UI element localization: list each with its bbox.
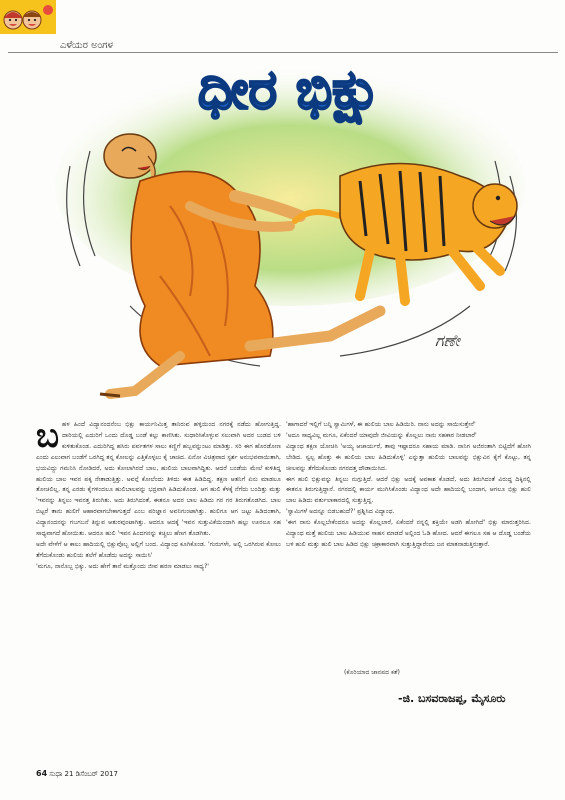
paragraph: 'ಮಗೂ, ನಾನೊಬ್ಬ ಭಿಕ್ಕು. ಅದು ಹೇಗೆ ತಾನೆ ಮತ್ತೊಂದು ಜೀವ ಹರಣ ಮಾಡಲು ಸಾಧ್ಯ?' xyxy=(36,562,209,570)
title-lettering xyxy=(198,58,382,124)
paragraph: 'ಅದೂ ಸಾಧ್ಯವಿಲ್ಲ ಮಗೂ, ಏಕೆಂದರೆ ಯಾವುದೇ ಜೀವಿಯನ್ನು ಕೊಲ್ಲಲು ನಾನು ಸಹಕಾರ ನೀಡಲಾರೆ' xyxy=(286,431,477,439)
paragraph: 'ಹಾಗಾದರೆ ಇಲ್ಲಿಗೆ ಬನ್ನಿ ಸ್ವಾಮಿಗಳೆ, ಈ ಹುಲಿಯ ಬಾಲ ಹಿಡಿಯಿರಿ. ನಾನು ಅದನ್ನು ಸಾಯಿಸುತ್ತೇನೆ' xyxy=(286,421,476,428)
author-byline: -ಜಿ. ಬಸವರಾಜಪ್ಪ, ಮೈಸೂರು xyxy=(398,692,506,705)
page-number: 64 xyxy=(36,769,48,778)
issue-date: 21 ಡಿಸೆಂಬರ್ 2017 xyxy=(64,770,118,778)
paragraph: ವಿದ್ಯಾಂಧ ತಕ್ಷಣ ಯೋಚಿಸಿ 'ಅಯ್ಯ ಆಚಾರ್ಯರೆ, ತಾವು ಇಷ್ಟಾದರೂ ಸಹಾಯ ಮಾಡಿ. ನಾನಿಗ ಅಜಿರಂತಾಗಿ ಬಿಟ್ಟಿದೆಗೆ ಹೋಗಿ ಬೇಡಿದ. ಸ್ವಲ್ಪ ಹೊತ್ತು ಈ ಹುಲಿಯ ಬಾಲ ಹಿಡಿದುಕೊಳ್ಳಿ' ಎನ್ನುತ್ತಾ ಹುಲಿಯ ಬಾಲವನ್ನು ಭಿಕ್ಷುವಿನ ಕೈಗೆ ಕೊಟ್ಟು, ತನ್ನ ಚೀಲವನ್ನು ತೆಗೆದುಕೊಂಡು ನಗರದತ್ತ ದೌಡಾಯಿಸಿದ. xyxy=(286,442,531,472)
monk-leg xyxy=(110,356,180,394)
paragraph: 'ಈಗ ನಾನು ಕೊಲ್ಲಬೇಕೆಂದರೂ ಅದನ್ನು ಕೊಲ್ಲಲಾರೆ, ಏಕೆಂದರೆ ನನ್ನಲ್ಲಿ ಶಕ್ತಿಯೇ ಅಡಗಿ ಹೋಗಿದೆ' ಭಿಕ್ಷು ಮಾರುತ್ತರಿಸಿದ. ವಿದ್ಯಾಂಧ ಮತ್ತೆ ಹುಲಿಯ ಬಾಲ ಹಿಡಿಯುವ ಸಾಹಸ ಮಾಡದೆ ಅಲ್ಲಿಂದ ಓಡಿ ಹೋದ. ಆದರೆ ಈಗಲೂ ಸಹ ಆ ದೊಡ್ಡ ಬಂಡೆಯ ಬಳಿ ಹುಲಿ ಮತ್ತು ಹುಲಿ ಬಾಲ ಹಿಡಿದ ಭಿಕ್ಷು ಚಕ್ರಾಕಾರವಾಗಿ ಸುತ್ತುತ್ತಿದ್ದಾರೆಂದು ಜನ ಮಾತನಾಡುತ್ತಿರುತ್ತಾರೆ. xyxy=(286,519,531,548)
page-footer xyxy=(36,769,118,779)
source-note: (ಕೊರಿಯಾದ ಜಾನಪದ ಕತೆ) xyxy=(344,669,400,676)
section-logo xyxy=(0,0,56,34)
paragraph: ಹಳ ಹಿಂದೆ ವಿದ್ಯಾನಂದನೆಂಬ ಭಿಕ್ಷು ಕಾರ್ಯನಿಮಿತ್ತ ತಾನಿರುವ ಹಳ್ಳಿಯಿಂದ ನಗರಕ್ಕೆ ನಡೆದು ಹೋಗುತ್ತಿದ್ದ. ದಾರಿಯಲ್ಲಿ ಎದುರಿಗೆ ಒಂದು ದೊಡ್ಡ ಬಂಡೆ ಕಲ್ಲು ಕಾಣಿಸಿತು. ಸುಧಾರಿಸಿಕೊಳ್ಳುವ ಸಲುವಾಗಿ ಅದರ ಬುಡದ ಬಳಿ ಕುಳಿತುಕೊಂಡ. ಎದುರಿಗಿದ್ದ ಹಸಿರು ಪರ್ವತಗಳ ಸಾಲು ಕಣ್ಣಿಗೆ ಹಬ್ಬವನ್ನುಂಟು ಮಾಡಿತ್ತು. ಸರಿ ಈಗ ಹೊರಡೋಣ ಎಂದು ಎಲುವಾಗ ಬಂಡೆಗೆ ಒರಗಿದ್ದ ತನ್ನ ಕೋಲನ್ನು ಎತ್ತಿಕೊಳ್ಳಲು ಕೈ ಚಾಚಿದ. ಏನೋ ವಿಚಿತ್ರವಾದ ಸ್ಪರ್ಶ ಅನುಭವವಾಯಿತಾಗಿ, ಭಯವಿದ್ದು ಗಮನಿಸಿ ನೋಡಿದರೆ, ಅದು ಕೋಲಾಗಿರದೆ ಬಾಲ, ಹುಲಿಯ ಬಾಲವಾಗಿದ್ದಿತು. ಆದರೆ ಬಂಡೆಯ ಮೇಲೆ ಕುಳಿತಿದ್ದ ಹುಲಿಯ ಬಾಲ ಇವನ ಪಕ್ಕ ನೇತಾಡುತ್ತಿತ್ತು. ಅವನ್ಗೆ ಕೋಲೆಂದು ತಿಳಿದು ಈತ ಹಿಡಿದಿದ್ದ. ತಕ್ಷಣ ಆತನಿಗೆ ಏನು ಮಾಡಲೂ ತೋಚಲಿಲ್ಲ. ತನ್ನ ಎರಡು ಕೈಗಳಿಂದಲೂ ಹುಲಿಬಾಲವನ್ನು ಭದ್ರವಾಗಿ ಹಿಡಿದುಕೊಂಡ. ಆಗ ಹುಲಿ ಕೆಳಕ್ಕೆ ನೆಗೆದು ಬಂದಿತ್ತು ಮತ್ತು 'ಇವನನ್ನು ತಿನ್ನಲು ಇವನತ್ತ ತಿರುಗಿತು. ಅದು ತಿರುಗಿದಂತೆ, ಈತನೂ ಅದರ ಬಾಲ ಹಿಡಿದು ಗರ ಗರ ತಿರುಗತೊಡಗಿದ. ಬಾಲ ಬಿಟ್ಟರೆ ತಾನು ಹುಲಿಗೆ ಆಹಾರವಾಗಬೇಕಾಗುತ್ತದೆ ಎಂಬ ಪರಿಜ್ಞಾನ ಅವನಿಗುಂಟಾಗಿತ್ತು. ಹುಲಿಗೂ ಆಗ ಜಟ್ಟು ಹಿಡಿದಂತಾಗಿ, ವಿದ್ಯಾನಂದನನ್ನು ಗಬಗಬನೆ ತಿನ್ನುವ ಆತುರವುಂಟಾಗಿತ್ತು. ಆದರೂ ಆದಕ್ಕೆ 'ಇವನ ಸುತ್ತುವಿಕೆಯಿಂದಾಗಿ ಹಲ್ಲು ಊರಲೂ ಸಹ ಸಾಧ್ಯವಾಗದೆ ಹೋಯಿತು. ಆದರೂ ಹುಲಿ 'ಇವನ ಹಿಂದಗನನ್ನು ಕಚ್ಚಲು ಹೆಣಗ ತೊಡಗಿತು. xyxy=(36,421,281,538)
paragraph: ಈಗ ಹುಲಿ ಭಿಕ್ಷುವನ್ನು ತಿನ್ನಲು ನುಗ್ಗುತ್ತಿದೆ. ಆದರೆ ಭಿಕ್ಷು ಅದಕ್ಕೆ ಅವಕಾಶ ಕೊಡದೆ, ಅದು ತಿರುಗಿದಂತೆ ವಿರುದ್ಧ ದಿಕ್ಕಿನಲ್ಲಿ ಈತನೂ ತಿರುಗುತ್ತಿದ್ದಾನೆ. ನಗರದಲ್ಲಿ ಕಾರ್ಯ ಮುಗಿಸಿಕೊಂಡು ವಿದ್ಯಾಂಧ ಅದೇ ಹಾದಿಯಲ್ಲಿ ಬಂದಾಗ, ಆಗಲೂ ಭಿಕ್ಷು ಹುಲಿ ಬಾಲ ಹಿಡಿದು ವರ್ತುಲಾಕಾರದಲ್ಲಿ ಸುತ್ತುತ್ತಿದ್ದ. xyxy=(286,475,531,505)
article-column-left xyxy=(36,416,281,573)
paragraph: 'ಸ್ವಾಮಿಗಳೆ ಅದನ್ನೂ ಬಿಡಬಹುದೆ?' ಪ್ರಶ್ನಿಸಿದ ವಿದ್ಯಾಂಧ. xyxy=(286,508,395,516)
section-divider xyxy=(8,52,558,53)
kids-faces-icon xyxy=(0,0,56,34)
paragraph: ಅದೇ ವೇಳೆಗೆ ಆ ಕಾಲು ಹಾದಿಯಲ್ಲಿ ಭಿಕ್ಷುವೊಬ್ಬ ಅಲ್ಲಿಗೆ ಬಂದ. ವಿದ್ಯಾಂಧ ಕೂಗಿಕೊಂಡ. 'ಗುರುಗಳೇ, ಅಲ್ಲಿ ಒರಗಿರುವ ಕೋಲು ತೆಗೆದುಕೊಂಡು ಹುಲಿಯ ತಲೆಗೆ ಹೊಡೆದು ಅದನ್ನು ಸಾಯಿಸಿ' xyxy=(36,540,281,559)
story-title: ಧೀರ ಭಿಕ್ಷು xyxy=(198,58,382,121)
artist-signature: ಗಣೇ xyxy=(435,331,460,350)
story-illustration xyxy=(40,56,540,411)
drop-cap: ಬ xyxy=(36,416,60,456)
section-label: ಎಳೆಯರ ಅಂಗಳ xyxy=(60,40,113,51)
article-column-right xyxy=(286,420,531,551)
magazine-name: ಸುಧಾ xyxy=(49,770,63,778)
